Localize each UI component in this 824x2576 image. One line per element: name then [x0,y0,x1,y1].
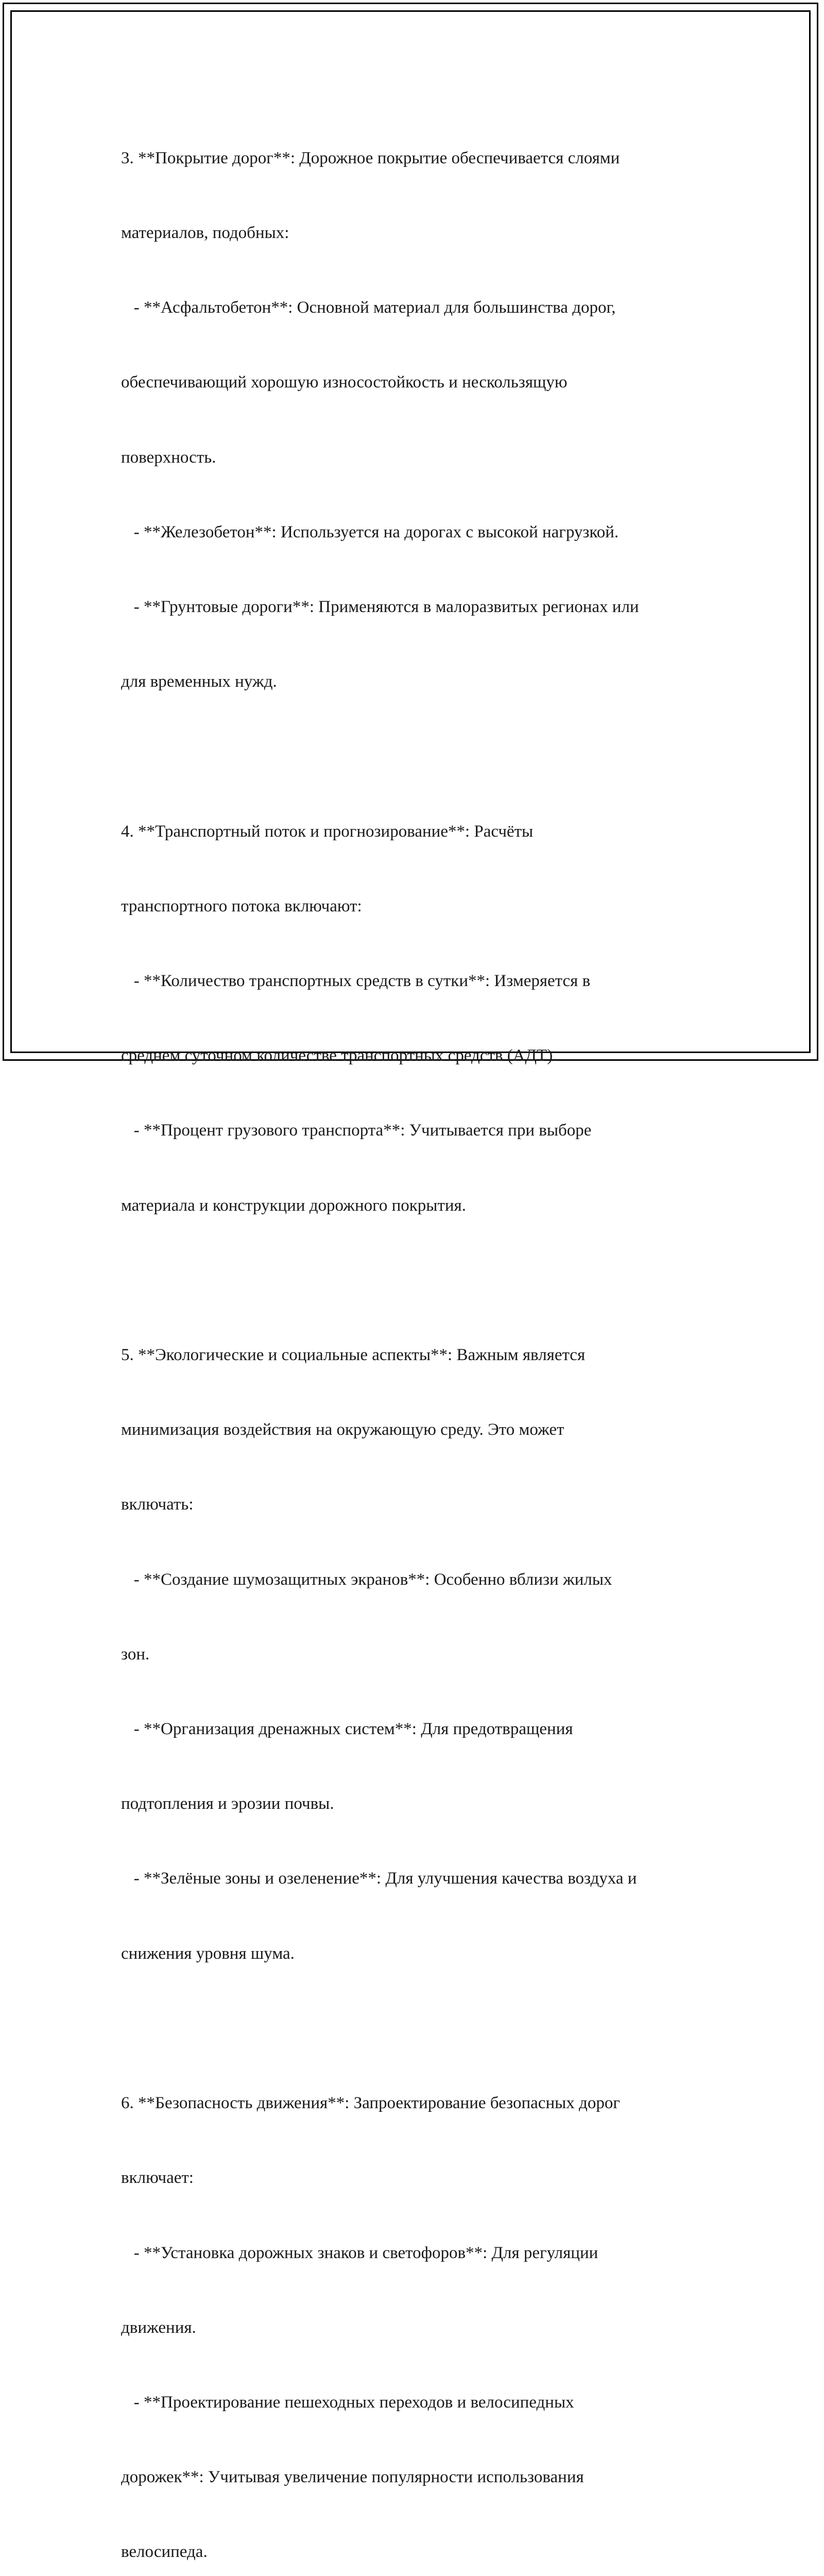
text-line: снижения уровня шума. [121,1944,295,1963]
text-line: - **Железобетон**: Используется на дорогах с высокой нагрузкой. [121,522,619,541]
text-line: - **Организация дренажных систем**: Для предотвращения [121,1720,573,1739]
text-line: - **Создание шумозащитных экранов**: Особенно вблизи жилых [121,1570,612,1589]
text-line: - **Асфальтобетон**: Основной материал для большинства дорог, [121,298,616,317]
text-line: включать: [121,1495,194,1514]
text-line: включает: [121,2168,194,2188]
text-line: дорожек**: Учитывая увеличение популярности использования [121,2468,584,2487]
text-line: 6. **Безопасность движения**: Запроектирование безопасных дорог [121,2094,620,2113]
text-line: подтопления и эрозии почвы. [121,1794,334,1814]
blank-line [121,2016,713,2041]
text-line: - **Зелёные зоны и озеленение**: Для улучшения качества воздуха и [121,1869,637,1888]
text-line: минимизация воздействия на окружающую среду. Это может [121,1420,564,1439]
blank-line [121,1268,713,1293]
text-line: 4. **Транспортный поток и прогнозирование**: Расчёты [121,822,534,841]
text-line: среднем суточном количестве транспортных средств (АДТ). [121,1046,557,1065]
text-line: движения. [121,2318,196,2337]
text-line: транспортного потока включают: [121,896,362,916]
text-line: - **Грунтовые дороги**: Применяются в малоразвитых регионах или [121,598,639,617]
text-line: обеспечивающий хорошую износостойкость и нескользящую [121,373,568,392]
text-line: для временных нужд. [121,672,277,691]
text-line: 5. **Экологические и социальные аспекты**: Важным является [121,1346,586,1365]
text-line: 3. **Покрытие дорог**: Дорожное покрытие обеспечивается слоями [121,148,620,167]
blank-line [121,744,713,769]
text-line: материалов, подобных: [121,224,289,243]
text-line: поверхность. [121,448,216,467]
text-line: - **Проектирование пешеходных переходов и велосипедных [121,2393,574,2412]
text-line: велосипеда. [121,2543,208,2562]
text-line: - **Установка дорожных знаков и светофоров**: Для регуляции [121,2243,598,2262]
text-line: - **Количество транспортных средств в сутки**: Измеряется в [121,972,591,991]
document-body [121,96,713,2576]
text-line: - **Процент грузового транспорта**: Учитывается при выборе [121,1121,592,1140]
text-line: зон. [121,1645,150,1664]
text-line: материала и конструкции дорожного покрытия. [121,1196,466,1215]
